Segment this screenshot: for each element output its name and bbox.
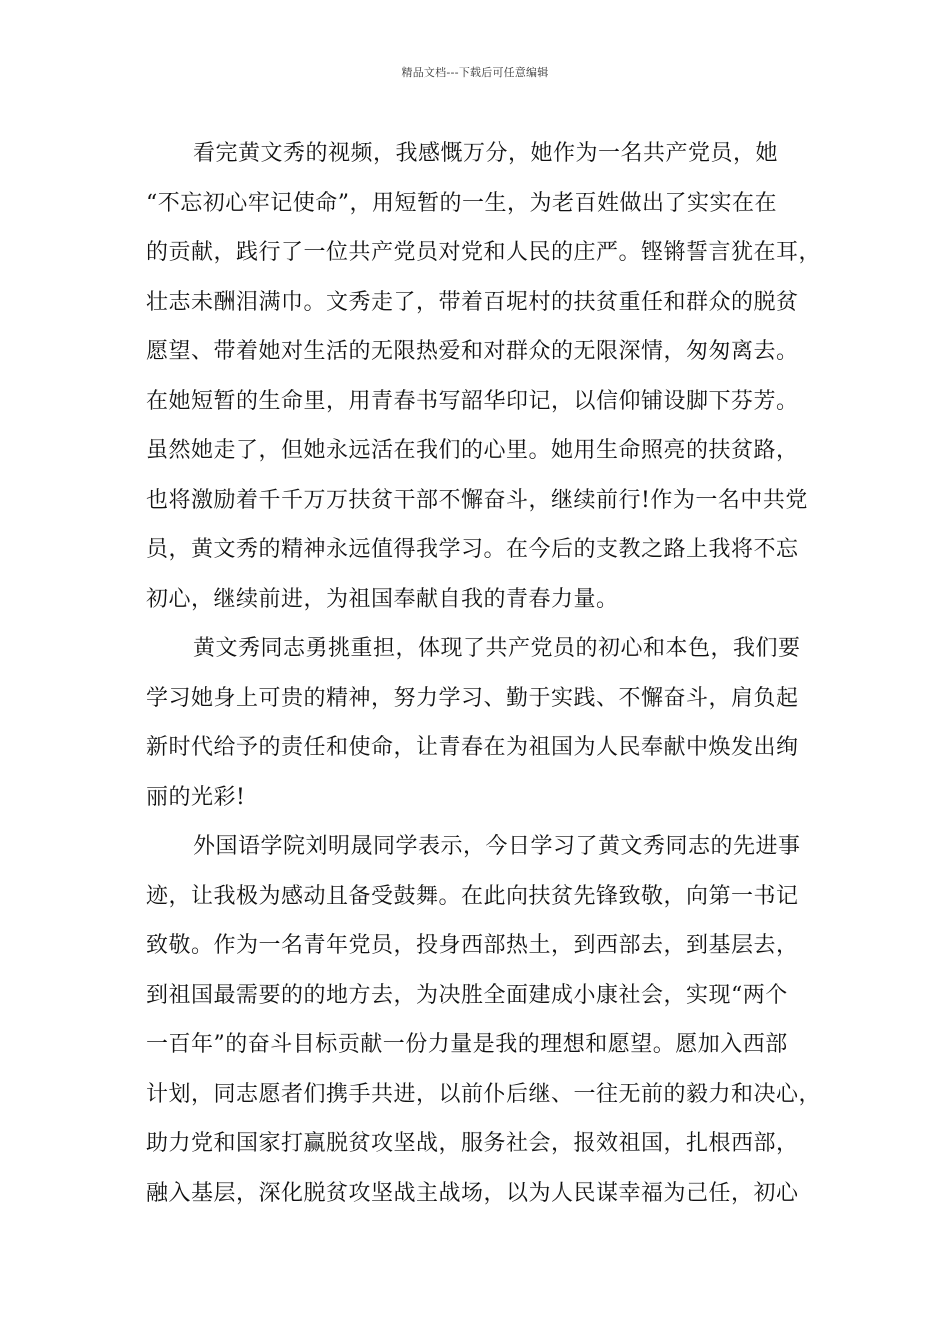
paragraph-3-line-7: 助力党和国家打赢脱贫攻坚战，服务社会，报效祖国，扎根西部， <box>146 1131 799 1156</box>
paragraph-1-line-7: 虽然她走了，但她永远活在我们的心里。她用生命照亮的扶贫路， <box>146 438 799 463</box>
paragraph-2-line-2: 学习她身上可贵的精神，努力学习、勤于实践、不懈奋斗，肩负起 <box>146 685 799 711</box>
paragraph-2-line-1: 黄文秀同志勇挑重担，体现了共产党员的初心和本色，我们要 <box>193 636 801 661</box>
paragraph-3-line-8: 融入基层，深化脱贫攻坚战主战场，以为人民谋幸福为己任，初心 <box>146 1180 799 1206</box>
paragraph-3-line-4: 到祖国最需要的的地方去，为决胜全面建成小康社会，实现“两个 <box>146 982 788 1008</box>
paragraph-1-line-6: 在她短暂的生命里，用青春书写韶华印记，以信仰铺设脚下芬芳。 <box>146 388 799 414</box>
paragraph-2-line-4: 丽的光彩! <box>146 784 246 810</box>
paragraph-2-line-3: 新时代给予的责任和使命，让青春在为祖国为人民奉献中焕发出绚 <box>146 735 799 760</box>
paragraph-1-line-3: 的贡献，践行了一位共产党员对党和人民的庄严。铿锵誓言犹在耳， <box>146 240 822 265</box>
paragraph-1-line-5: 愿望、带着她对生活的无限热爱和对群众的无限深情，匆匆离去。 <box>146 339 799 364</box>
paragraph-1-line-9: 员，黄文秀的精神永远值得我学习。在今后的支教之路上我将不忘 <box>146 537 799 562</box>
document-body <box>146 129 822 1218</box>
paragraph-3-line-1: 外国语学院刘明晟同学表示，今日学习了黄文秀同志的先进事 <box>193 834 801 859</box>
paragraph-3-line-3: 致敬。作为一名青年党员，投身西部热土，到西部去，到基层去， <box>146 933 799 958</box>
paragraph-1-line-8: 也将激励着千千万万扶贫干部不懈奋斗，继续前行!作为一名中共党 <box>146 487 808 513</box>
paragraph-3-line-2: 迹，让我极为感动且备受鼓舞。在此向扶贫先锋致敬，向第一书记 <box>146 883 799 909</box>
paragraph-3-line-6: 计划，同志愿者们携手共进，以前仆后继、一往无前的毅力和决心， <box>146 1081 822 1107</box>
paragraph-3-line-5: 一百年”的奋斗目标贡献一份力量是我的理想和愿望。愿加入西部 <box>146 1032 788 1057</box>
paragraph-1-line-10: 初心，继续前进，为祖国奉献自我的青春力量。 <box>146 586 619 612</box>
page-header: 精品文档---下载后可任意编辑 <box>401 66 549 79</box>
paragraph-1-line-1: 看完黄文秀的视频，我感慨万分，她作为一名共产党员，她 <box>193 141 779 166</box>
paragraph-1-line-2: “不忘初心牢记使命”，用短暂的一生，为老百姓做出了实实在在 <box>146 190 777 216</box>
paragraph-1-line-4: 壮志未酬泪满巾。文秀走了，带着百坭村的扶贫重任和群众的脱贫 <box>146 289 799 315</box>
